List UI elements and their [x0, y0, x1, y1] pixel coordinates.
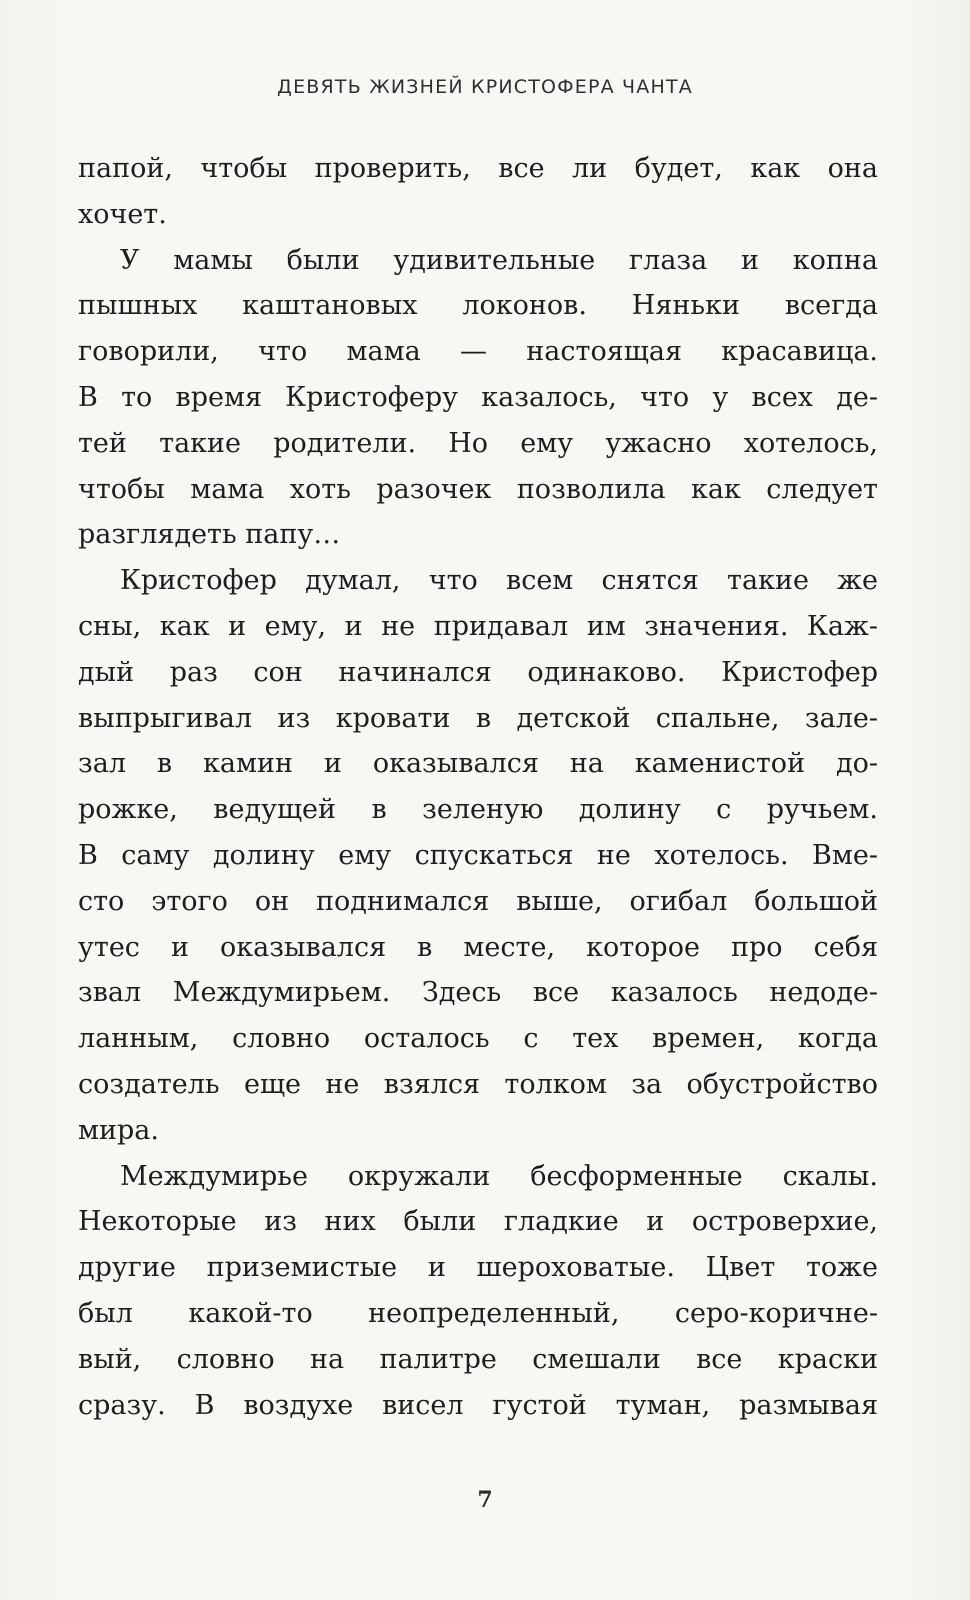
- text-line: был какой-то неопределенный, серо-коричне-: [78, 1297, 878, 1329]
- text-line: Междумирье окружали бесформенные скалы.: [120, 1160, 878, 1192]
- text-line: рожке, ведущей в зеленую долину с ручьем.: [78, 794, 878, 826]
- text-line: ланным, словно осталось с тех времен, когда: [78, 1023, 878, 1055]
- text-line: зал в камин и оказывался на каменистой до-: [78, 748, 878, 780]
- text-line: утес и оказывался в месте, которое про себя: [78, 931, 878, 963]
- text-line: создатель еще не взялся толком за обустройство: [78, 1068, 878, 1100]
- text-line: другие приземистые и шероховатые. Цвет тоже: [78, 1252, 878, 1284]
- text-line: В то время Кристоферу казалось, что у всех де-: [78, 381, 878, 413]
- text-line: сразу. В воздухе висел густой туман, размывая: [78, 1389, 878, 1421]
- text-line: хочет.: [78, 198, 167, 230]
- text-line: сны, как и ему, и не придавал им значения. Каж-: [78, 610, 878, 642]
- text-line: разглядеть папу…: [78, 519, 341, 551]
- text-line: мира.: [78, 1114, 159, 1146]
- page-number: 7: [477, 1487, 493, 1513]
- text-line: звал Междумирьем. Здесь все казалось недоде-: [78, 977, 878, 1009]
- text-line: У мамы были удивительные глаза и копна: [120, 244, 878, 276]
- running-head: ДЕВЯТЬ ЖИЗНЕЙ КРИСТОФЕРА ЧАНТА: [277, 76, 693, 98]
- text-line: Кристофер думал, что всем снятся такие же: [120, 565, 878, 597]
- text-line: Некоторые из них были гладкие и островерхие,: [78, 1206, 878, 1238]
- text-line: чтобы мама хоть разочек позволила как следует: [78, 473, 878, 505]
- text-line: вый, словно на палитре смешали все краски: [78, 1343, 878, 1375]
- text-line: говорили, что мама — настоящая красавица.: [78, 336, 878, 368]
- text-line: тей такие родители. Но ему ужасно хотелось,: [78, 427, 878, 459]
- text-line: пышных каштановых локонов. Няньки всегда: [78, 290, 878, 322]
- text-line: сто этого он поднимался выше, огибал большой: [78, 885, 878, 917]
- text-line: В саму долину ему спускаться не хотелось. Вме-: [78, 839, 878, 871]
- body-text: [78, 146, 878, 1428]
- text-line: папой, чтобы проверить, все ли будет, как она: [78, 153, 878, 184]
- text-line: дый раз сон начинался одинаково. Кристофер: [78, 656, 878, 688]
- text-line: выпрыгивал из кровати в детской спальне, зале-: [78, 702, 878, 734]
